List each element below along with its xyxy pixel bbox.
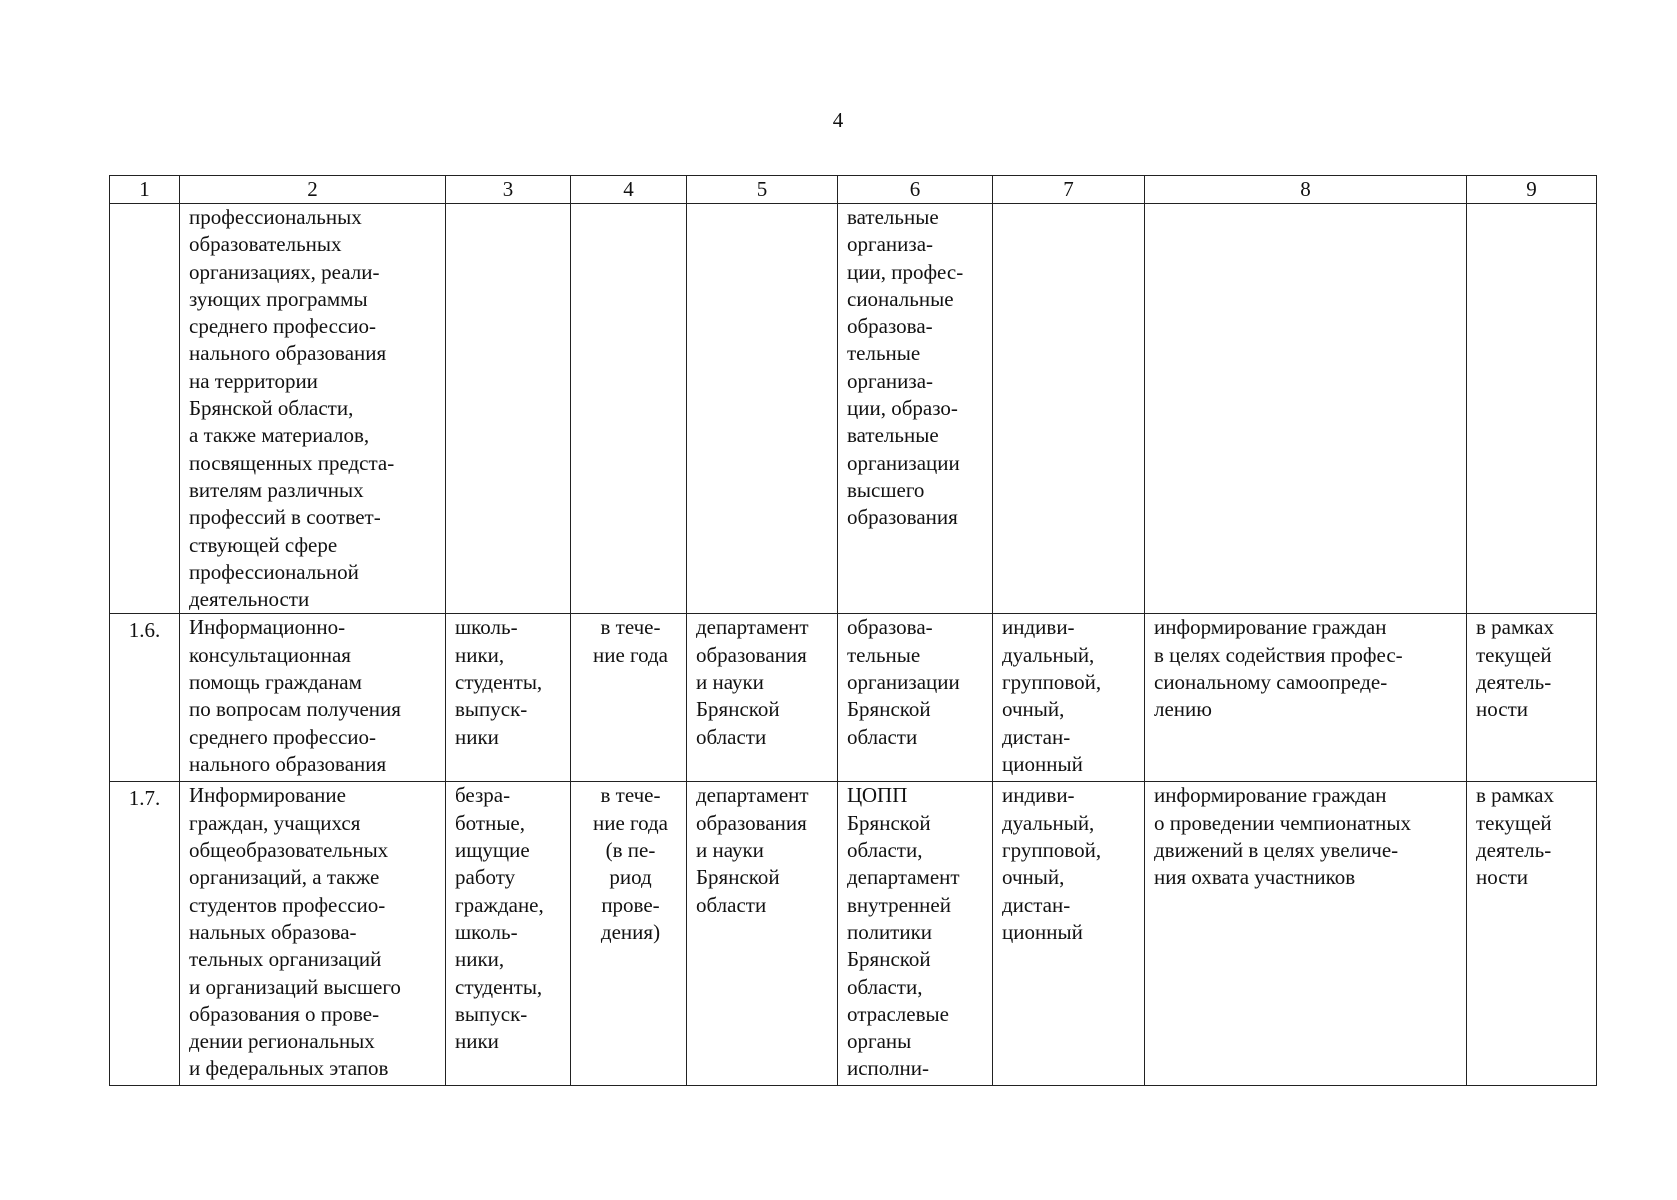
column-number-row — [110, 176, 1597, 204]
page-number: 4 — [832, 108, 844, 132]
cell-executors: вательные организа- ции, профес- сиональные образова- тельные организа- ции, образо- вательные организации высшего образования — [838, 204, 993, 614]
cell-result — [1145, 204, 1467, 614]
table-row-1-6 — [110, 614, 1597, 782]
column-number-2: 2 — [180, 176, 446, 204]
cell-activity: Информационно- консультационная помощь гражданам по вопросам получения среднего профессио- нального образования — [180, 614, 446, 782]
column-number-4: 4 — [571, 176, 687, 204]
cell-executors: образова- тельные организации Брянской области — [838, 614, 993, 782]
plan-table — [109, 175, 1597, 1086]
cell-executors: ЦОПП Брянской области, департамент внутренней политики Брянской области, отраслевые органы исполни- — [838, 782, 993, 1086]
column-number-7: 7 — [993, 176, 1145, 204]
column-number-8: 8 — [1145, 176, 1467, 204]
cell-funding: в рамках текущей деятель- ности — [1467, 614, 1597, 782]
column-number-9: 9 — [1467, 176, 1597, 204]
column-number-5: 5 — [687, 176, 838, 204]
cell-result: информирование граждан в целях содействия профес- сиональному самоопреде- лению — [1145, 614, 1467, 782]
cell-number — [110, 204, 180, 614]
cell-format: индиви- дуальный, групповой, очный, дистан- ционный — [993, 782, 1145, 1086]
column-number-6: 6 — [838, 176, 993, 204]
cell-responsible — [687, 204, 838, 614]
cell-participants: безра- ботные, ищущие работу граждане, школь- ники, студенты, выпуск- ники — [446, 782, 571, 1086]
cell-number: 1.7. — [110, 782, 180, 1086]
cell-responsible: департамент образования и науки Брянской области — [687, 782, 838, 1086]
cell-period — [571, 204, 687, 614]
cell-format: индиви- дуальный, групповой, очный, дистан- ционный — [993, 614, 1145, 782]
cell-period: в тече- ние года — [571, 614, 687, 782]
cell-responsible: департамент образования и науки Брянской области — [687, 614, 838, 782]
table-row-1-7 — [110, 782, 1597, 1086]
column-number-1: 1 — [110, 176, 180, 204]
cell-format — [993, 204, 1145, 614]
cell-funding: в рамках текущей деятель- ности — [1467, 782, 1597, 1086]
cell-participants — [446, 204, 571, 614]
table-row-continuation — [110, 204, 1597, 614]
cell-period: в тече- ние года (в пе- риод прове- дения) — [571, 782, 687, 1086]
cell-activity: профессиональных образовательных организациях, реали- зующих программы среднего профессио- нального образования на территории Брянской области, а также материалов, посвященных предста- вителям различных профессий в соответ- ствующей сфере профессиональной деятельности — [180, 204, 446, 614]
cell-result: информирование граждан о проведении чемпионатных движений в целях увеличе- ния охвата участников — [1145, 782, 1467, 1086]
cell-number: 1.6. — [110, 614, 180, 782]
cell-participants: школь- ники, студенты, выпуск- ники — [446, 614, 571, 782]
column-number-3: 3 — [446, 176, 571, 204]
cell-funding — [1467, 204, 1597, 614]
cell-activity: Информирование граждан, учащихся общеобразовательных организаций, а также студентов профессио- нальных образова- тельных организаций и организаций высшего образования о прове- дении региональных и федеральных этапов — [180, 782, 446, 1086]
